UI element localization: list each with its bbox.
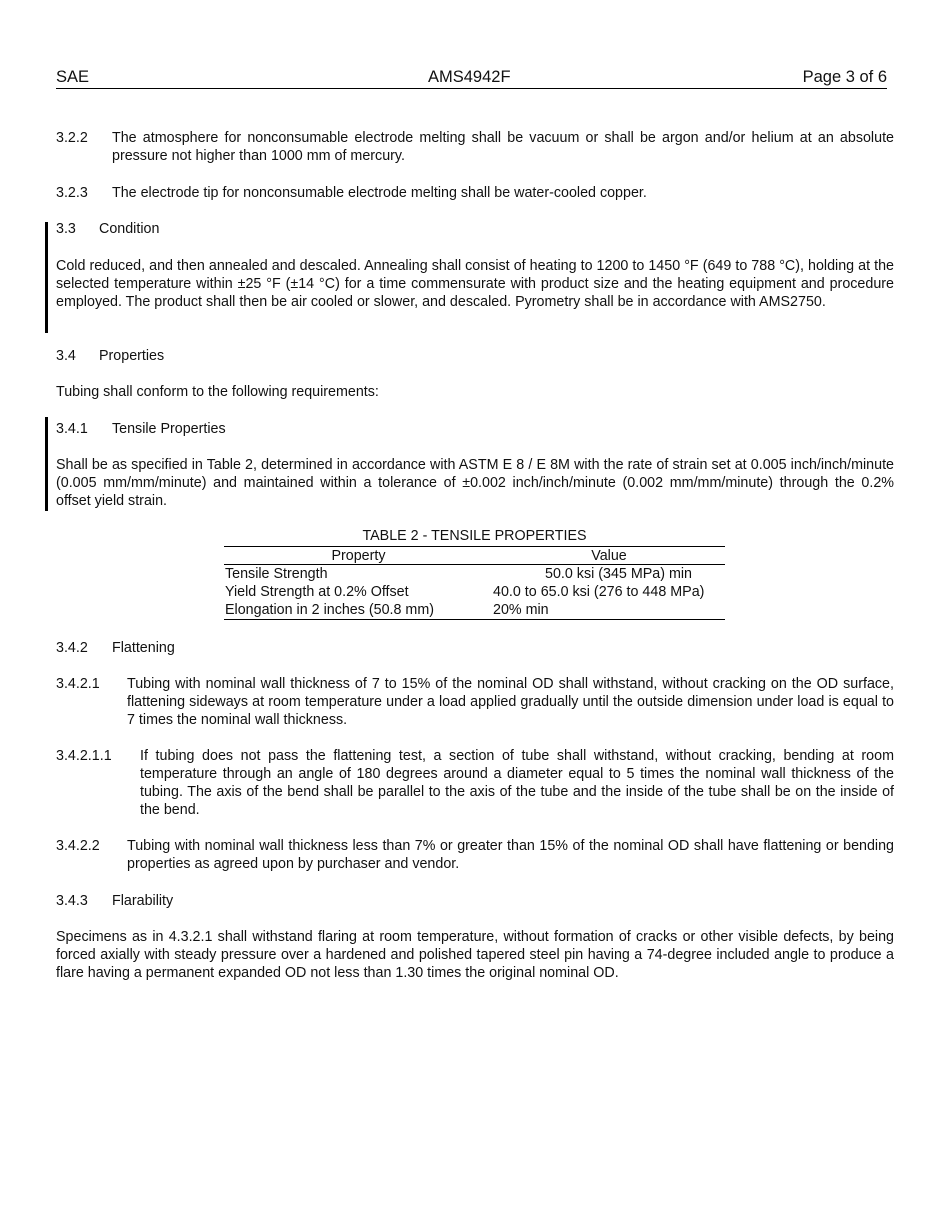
header-page-number: Page 3 of 6 bbox=[802, 68, 887, 86]
tensile-properties-table bbox=[224, 546, 725, 620]
section-3-4-2-1-1 bbox=[56, 747, 894, 819]
section-title: Condition bbox=[99, 221, 160, 237]
section-number: 3.2.2 bbox=[56, 130, 88, 146]
table-cell-value: 50.0 ksi (345 MPa) min bbox=[545, 566, 692, 582]
section-title: Tensile Properties bbox=[112, 421, 226, 437]
section-3-4-1-text: Shall be as specified in Table 2, determined in accordance with ASTM E 8 / E 8M with the rate of strain set at 0.005 inch/inch/minute (0.005 mm/mm/minute) and maintained within a tolerance of ±0.002 inch/inch/minute (0.002 mm/mm/minute) through the 0.2% offset yield strain. bbox=[56, 457, 894, 509]
section-3-4-2-2 bbox=[56, 837, 894, 873]
section-text: If tubing does not pass the flattening test, a section of tube shall withstand, without cracking, bending at room temperature through an angle of 180 degrees around a diameter equal to 5 times the nominal wall thickness of the tubing. The axis of the bend shall be parallel to the axis of the tube and the inside of the tube shall be on the inside of the bend. bbox=[140, 748, 894, 818]
section-text: The atmosphere for nonconsumable electrode melting shall be vacuum or shall be argon and/or helium at an absolute pressure not higher than 1000 mm of mercury. bbox=[112, 130, 894, 164]
section-number: 3.4.2.1 bbox=[56, 676, 100, 692]
section-text: Tubing with nominal wall thickness less than 7% or greater than 15% of the nominal OD shall have flattening or bending properties as agreed upon by purchaser and vendor. bbox=[127, 838, 894, 872]
section-3-4-3-text: Specimens as in 4.3.2.1 shall withstand flaring at room temperature, without formation of cracks or other visible defects, by being forced axially with steady pressure over a hardened and polished tapered steel pin having a 74-degree included angle to produce a flare having a permanent expanded OD not less than 1.30 times the original nominal OD. bbox=[56, 929, 894, 981]
section-number: 3.3 bbox=[56, 221, 76, 237]
section-title: Flattening bbox=[112, 640, 175, 656]
table-header-row bbox=[224, 547, 725, 565]
section-3-3-text: Cold reduced, and then annealed and descaled. Annealing shall consist of heating to 1200 to 1450 °F (649 to 788 °C), holding at the selected temperature within ±25 °F (±14 °C) for a time commensurate with product size and the heating equipment and procedure employed. The product shall then be air cooled or slower, and descaled. Pyrometry shall be in accordance with AMS2750. bbox=[56, 258, 894, 310]
header-org: SAE bbox=[56, 68, 90, 86]
section-text: The electrode tip for nonconsumable electrode melting shall be water-cooled copper. bbox=[112, 185, 647, 201]
table-cell-property: Elongation in 2 inches (50.8 mm) bbox=[224, 601, 493, 620]
table-cell-property: Yield Strength at 0.2% Offset bbox=[225, 584, 409, 600]
section-3-4-2-1 bbox=[56, 675, 894, 729]
section-number: 3.4 bbox=[56, 348, 76, 364]
section-number: 3.2.3 bbox=[56, 185, 88, 201]
section-title: Flarability bbox=[112, 893, 174, 909]
revision-change-bar bbox=[45, 222, 48, 333]
table-cell-value: 20% min bbox=[493, 601, 725, 620]
table-header-property: Property bbox=[224, 547, 493, 565]
revision-change-bar bbox=[45, 417, 48, 511]
table-header-value: Value bbox=[493, 547, 725, 565]
section-3-4-text: Tubing shall conform to the following requirements: bbox=[56, 384, 379, 400]
page-header bbox=[56, 68, 887, 89]
table-row bbox=[224, 583, 725, 601]
table-cell-value: 40.0 to 65.0 ksi (276 to 448 MPa) bbox=[493, 584, 705, 600]
section-title: Properties bbox=[99, 348, 165, 364]
section-number: 3.4.1 bbox=[56, 421, 88, 437]
section-text: Tubing with nominal wall thickness of 7 to 15% of the nominal OD shall withstand, without cracking on the OD surface, flattening sideways at room temperature under a load applied gradually until the outside dimension under load is equal to 7 times the nominal wall thickness. bbox=[127, 676, 894, 728]
table-title: TABLE 2 - TENSILE PROPERTIES bbox=[362, 528, 587, 544]
section-number: 3.4.2.2 bbox=[56, 838, 100, 854]
table-row bbox=[224, 565, 725, 584]
table-cell-property: Tensile Strength bbox=[225, 566, 328, 582]
section-number: 3.4.2.1.1 bbox=[56, 748, 112, 764]
section-3-2-2 bbox=[56, 129, 894, 165]
section-number: 3.4.2 bbox=[56, 640, 88, 656]
header-doc-number: AMS4942F bbox=[428, 68, 511, 86]
section-number: 3.4.3 bbox=[56, 893, 88, 909]
table-row bbox=[224, 601, 725, 620]
section-3-2-3 bbox=[56, 184, 894, 202]
